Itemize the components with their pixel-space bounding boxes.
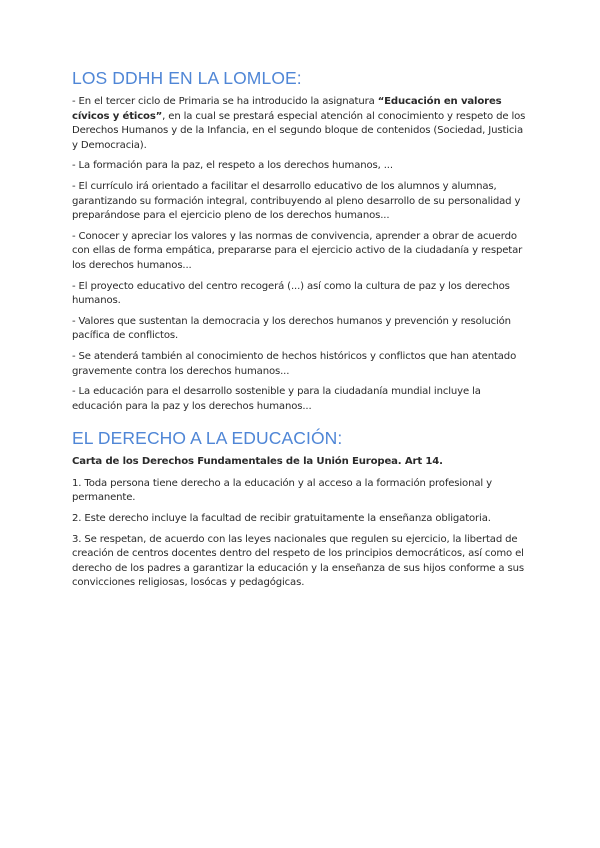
list-item: - El currículo irá orientado a facilitar el desarrollo educativo de los alumnos y alumnas, garantizando su formación integral, contribuyendo al pleno desarrollo de su personalidad y preparándose para el ejercicio pleno de los derechos humanos... (72, 180, 521, 222)
subject-name-bold: “Educación en valores cívicos y éticos” (72, 96, 502, 122)
list-item: - Valores que sustentan la democracia y los derechos humanos y prevención y resolución pacífica de conflictos. (72, 315, 511, 342)
article-point: 2. Este derecho incluye la facultad de recibir gratuitamente la enseñanza obligatoria. (72, 513, 491, 525)
paragraph-asignatura (72, 95, 526, 153)
article-point: 1. Toda persona tiene derecho a la educación y al acceso a la formación profesional y permanente. (72, 477, 492, 504)
paragraph-text: - En el tercer ciclo de Primaria se ha introducido la asignatura (72, 96, 378, 107)
list-item: - El proyecto educativo del centro recogerá (...) así como la cultura de paz y los derechos humanos. (72, 280, 510, 307)
section-heading-ddhh-lomloe: LOS DDHH EN LA LOMLOE: (72, 68, 302, 88)
charter-article-subheading: Carta de los Derechos Fundamentales de la Unión Europea. Art 14. (72, 456, 443, 468)
paragraph-text: , en la cual se prestará especial atención al conocimiento y respeto de los Derechos Humanos y de la Infancia, en el segundo bloque de contenidos (Sociedad, Justicia y Democracia). (72, 110, 526, 151)
article-point: 3. Se respetan, de acuerdo con las leyes nacionales que regulen su ejercicio, la libertad de creación de centros docentes dentro del respeto de los principios democráticos, así como el derecho de los padres a garantizar la educación y la enseñanza de sus hijos conforme a sus convicciones religiosas, losócas y pedagógicas. (72, 533, 524, 589)
list-item: - Se atenderá también al conocimiento de hechos históricos y conflictos que han atentado gravemente contra los derechos humanos... (72, 350, 517, 377)
list-item: - La educación para el desarrollo sostenible y para la ciudadanía mundial incluye la educación para la paz y los derechos humanos... (72, 386, 481, 412)
list-item: - La formación para la paz, el respeto a los derechos humanos, ... (72, 160, 393, 172)
list-item: - Conocer y apreciar los valores y las normas de convivencia, aprender a obrar de acuerdo con ellas de forma empática, prepararse para el ejercicio activo de la ciudadanía y respetar los derechos humanos... (72, 230, 523, 271)
section-heading-derecho-educacion: EL DERECHO A LA EDUCACIÓN: (72, 428, 343, 449)
